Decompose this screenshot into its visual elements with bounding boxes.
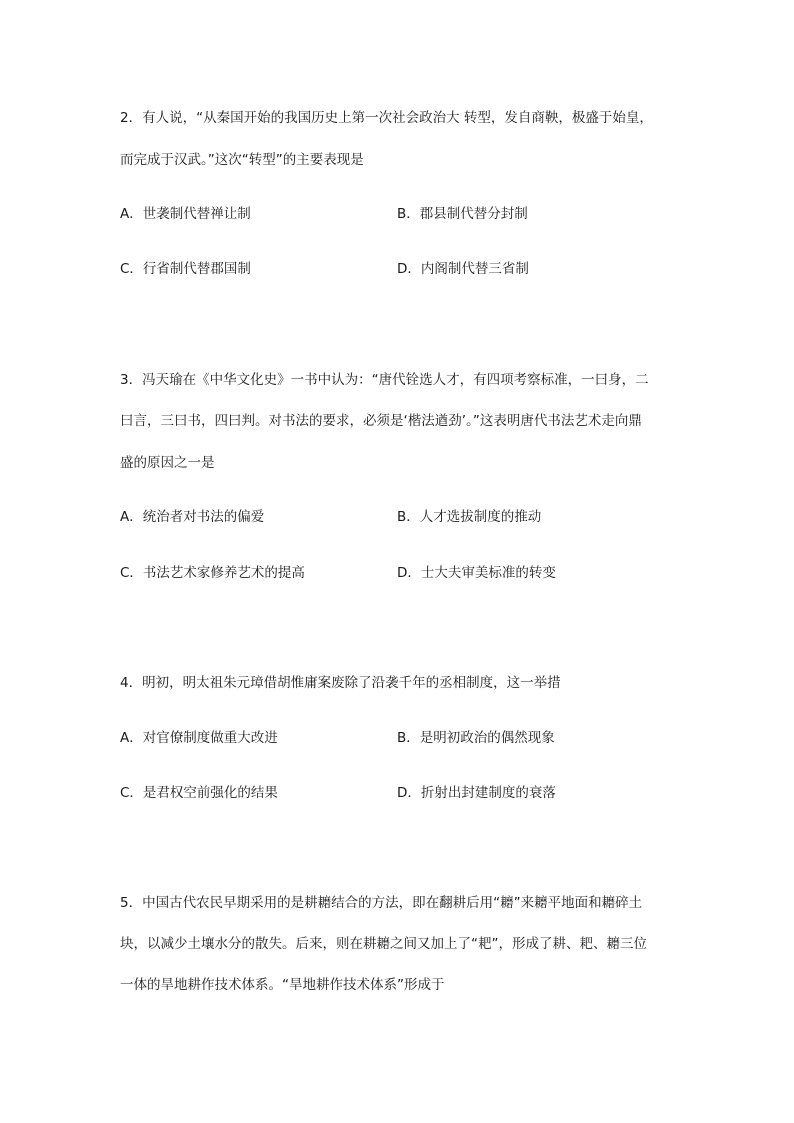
question-2-line-1: 2．有人说，“从秦国开始的我国历史上第一次社会政治大 转型，发自商鞅，极盛于始皇， (120, 110, 653, 126)
question-4-option-b: B．是明初政治的偶然现象 (397, 730, 555, 746)
question-3-option-d: D．士大夫审美标准的转变 (397, 565, 556, 581)
question-5-line-3: 一体的旱地耕作技术体系。“旱地耕作技术体系”形成于 (120, 977, 445, 993)
question-4-option-d: D．折射出封建制度的衰落 (397, 785, 556, 801)
question-2-line-2: 而完成于汉武。”这次“转型”的主要表现是 (120, 152, 364, 168)
question-3-line-3: 盛的原因之一是 (120, 455, 215, 471)
question-4-line-1: 4．明初，明太祖朱元璋借胡惟庸案废除了沿袭千年的丞相制度，这一举措 (120, 675, 561, 691)
question-4-option-c: C．是君权空前强化的结果 (120, 785, 278, 801)
question-2-option-b: B．郡县制代替分封制 (397, 206, 528, 222)
question-5-line-1: 5．中国古代农民早期采用的是耕耱结合的方法，即在翻耕后用“耱”来耱平地面和耱碎土 (120, 895, 643, 911)
question-3-option-b: B．人才选拔制度的推动 (397, 509, 542, 525)
question-4-option-a: A．对官僚制度做重大改进 (120, 730, 278, 746)
question-2-option-c: C．行省制代替郡国制 (120, 261, 251, 277)
question-2-option-a: A．世袭制代替禅让制 (120, 206, 251, 222)
question-2-option-d: D．内阁制代替三省制 (397, 261, 529, 277)
question-3-option-a: A．统治者对书法的偏爱 (120, 509, 265, 525)
question-3-line-1: 3．冯天瑜在《中华文化史》一书中认为：“唐代铨选人才，有四项考察标准，一曰身，二 (120, 372, 649, 388)
question-3-option-c: C．书法艺术家修养艺术的提高 (120, 565, 305, 581)
question-3-line-2: 曰言，三曰书，四曰判。对书法的要求，必须是‘楷法遒劲’。”这表明唐代书法艺术走向鼎 (120, 413, 642, 429)
question-5-line-2: 块，以减少土壤水分的散失。后来，则在耕耱之间又加上了“耙”，形成了耕、耙、耱三位 (120, 936, 647, 952)
